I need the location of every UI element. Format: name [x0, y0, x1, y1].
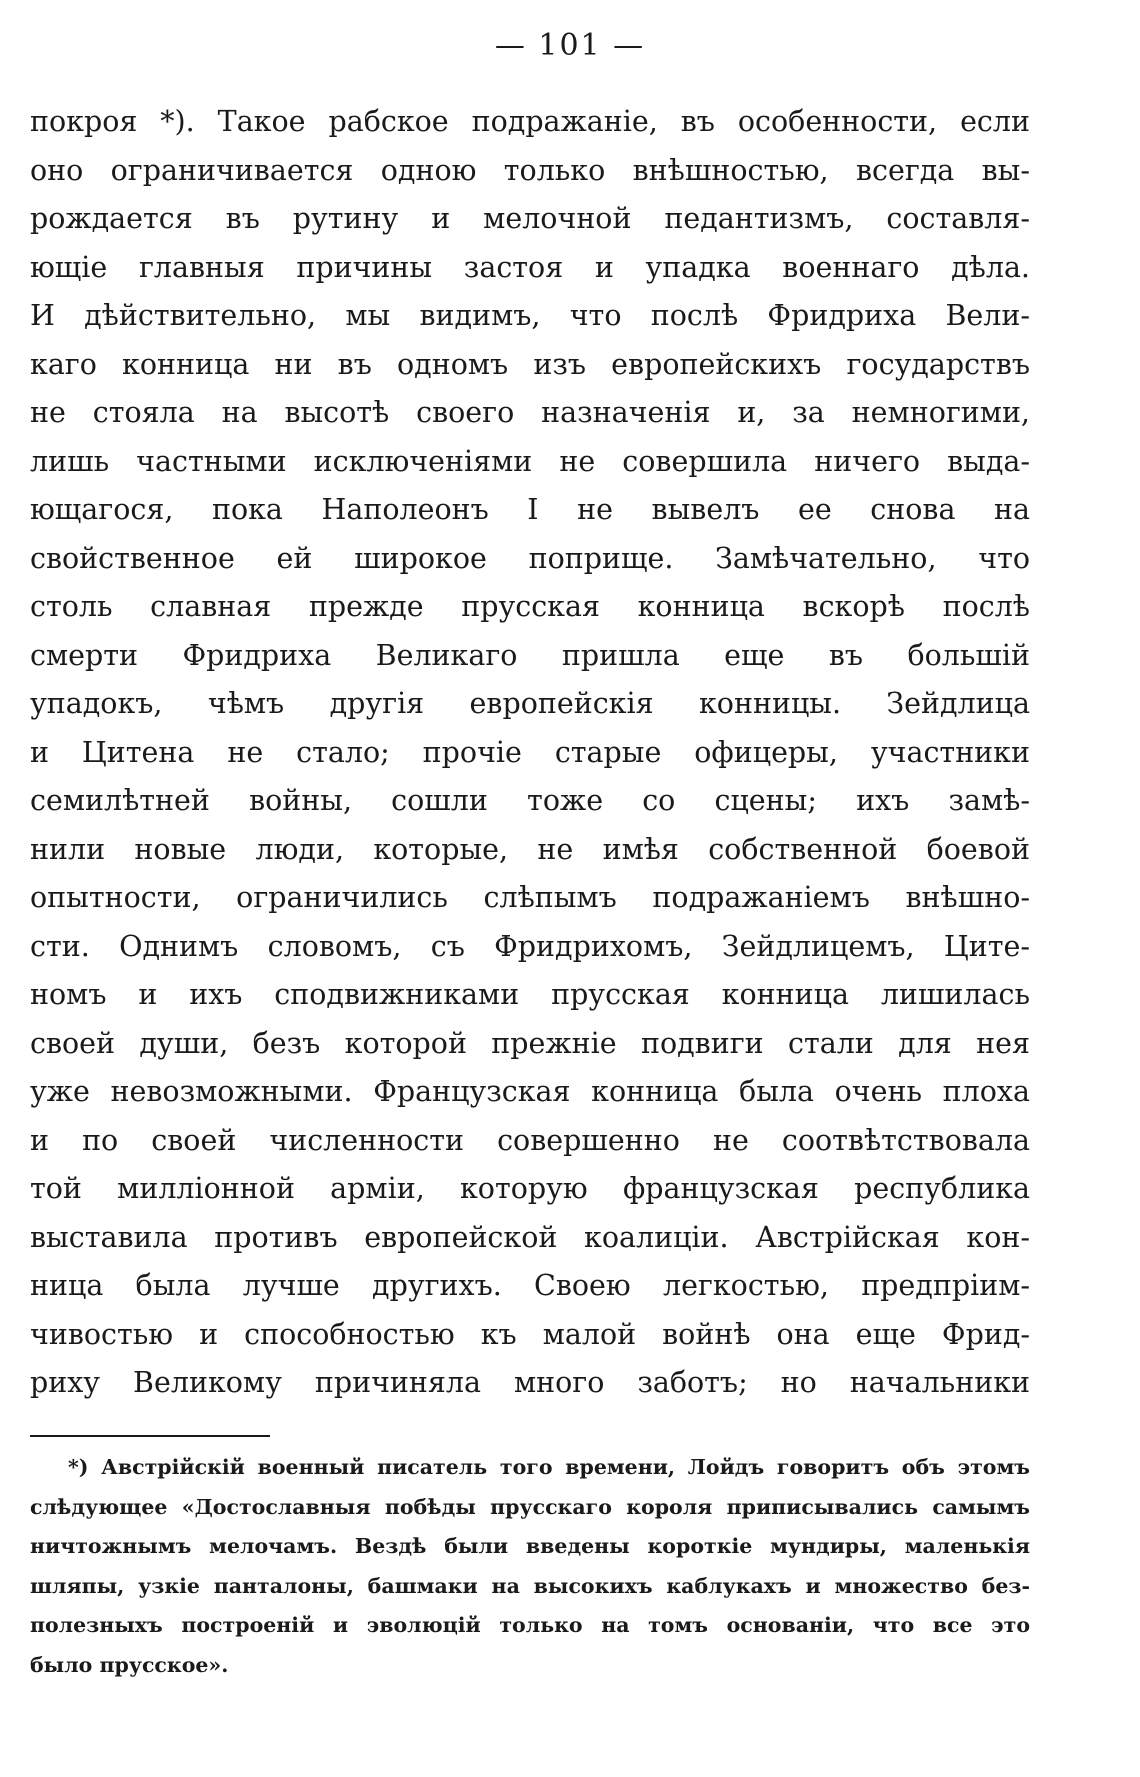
body-line: риху Великому причиняла много заботъ; но начальники: [30, 1366, 1030, 1399]
footnote-line: было прусское».: [30, 1652, 229, 1677]
footnote-divider: [30, 1435, 270, 1437]
footnote-line: ничтожнымъ мелочамъ. Вездѣ были введены короткіе мундиры, маленькія: [30, 1534, 1030, 1558]
body-line: ница была лучше другихъ. Своею легкостью, предпріим-: [30, 1269, 1030, 1302]
body-line: упадокъ, чѣмъ другія европейскія конницы. Зейдлица: [30, 687, 1030, 720]
footnote-line: шляпы, узкіе панталоны, башмаки на высокихъ каблукахъ и множество без-: [30, 1573, 1030, 1598]
body-line: каго конница ни въ одномъ изъ европейскихъ государствъ: [30, 347, 1030, 381]
body-line: покроя *). Такое рабское подражаніе, въ особенности, если: [30, 105, 1030, 138]
footnote-line: *) Австрійскій военный писатель того времени, Лойдъ говоритъ объ этомъ: [68, 1455, 1030, 1479]
footnote-line: полезныхъ построеній и эволюцій только на томъ основаніи, что все это: [30, 1613, 1030, 1637]
body-line: семилѣтней войны, сошли тоже со сцены; ихъ замѣ-: [30, 784, 1030, 817]
body-line: опытности, ограничились слѣпымъ подражаніемъ внѣшно-: [30, 881, 1030, 914]
body-line: сти. Однимъ словомъ, съ Фридрихомъ, Зейдлицемъ, Ците-: [30, 929, 1030, 963]
page-number: — 101 —: [494, 28, 646, 63]
body-line: и Цитена не стало; прочіе старые офицеры, участники: [30, 735, 1030, 769]
body-line: уже невозможными. Французская конница была очень плоха: [30, 1075, 1030, 1108]
body-line: своей души, безъ которой прежніе подвиги стали для нея: [30, 1026, 1030, 1060]
body-line: столь славная прежде прусская конница вскорѣ послѣ: [30, 590, 1030, 623]
body-line: чивостью и способностью къ малой войнѣ она еще Фрид-: [30, 1317, 1030, 1351]
body-line: лишь частными исключеніями не совершила ничего выда-: [30, 444, 1030, 478]
body-line: выставила противъ европейской коалиціи. Австрійская кон-: [30, 1220, 1030, 1254]
body-line: И дѣйствительно, мы видимъ, что послѣ Фридриха Вели-: [30, 299, 1030, 332]
footnote: [30, 1448, 1030, 1685]
body-text: [30, 98, 1030, 1408]
body-line: ющагося, пока Наполеонъ I не вывелъ ее снова на: [30, 493, 1030, 526]
body-line: рождается въ рутину и мелочной педантизмъ, составля-: [30, 202, 1030, 235]
body-line: нили новые люди, которые, не имѣя собственной боевой: [30, 832, 1030, 866]
body-line: смерти Фридриха Великаго пришла еще въ большій: [30, 638, 1030, 672]
body-line: не стояла на высотѣ своего назначенія и, за немногими,: [30, 396, 1030, 429]
body-line: номъ и ихъ сподвижниками прусская конница лишилась: [30, 978, 1030, 1011]
body-line: и по своей численности совершенно не соотвѣтствовала: [30, 1123, 1030, 1157]
footnote-line: слѣдующее «Достославныя побѣды прусскаго короля приписывались самымъ: [30, 1494, 1030, 1519]
body-line: той милліонной арміи, которую французская республика: [30, 1172, 1030, 1205]
body-line: свойственное ей широкое поприще. Замѣчательно, что: [30, 541, 1030, 575]
body-line: оно ограничивается одною только внѣшностью, всегда вы-: [30, 153, 1030, 187]
body-line: ющіе главныя причины застоя и упадка военнаго дѣла.: [30, 250, 1030, 284]
